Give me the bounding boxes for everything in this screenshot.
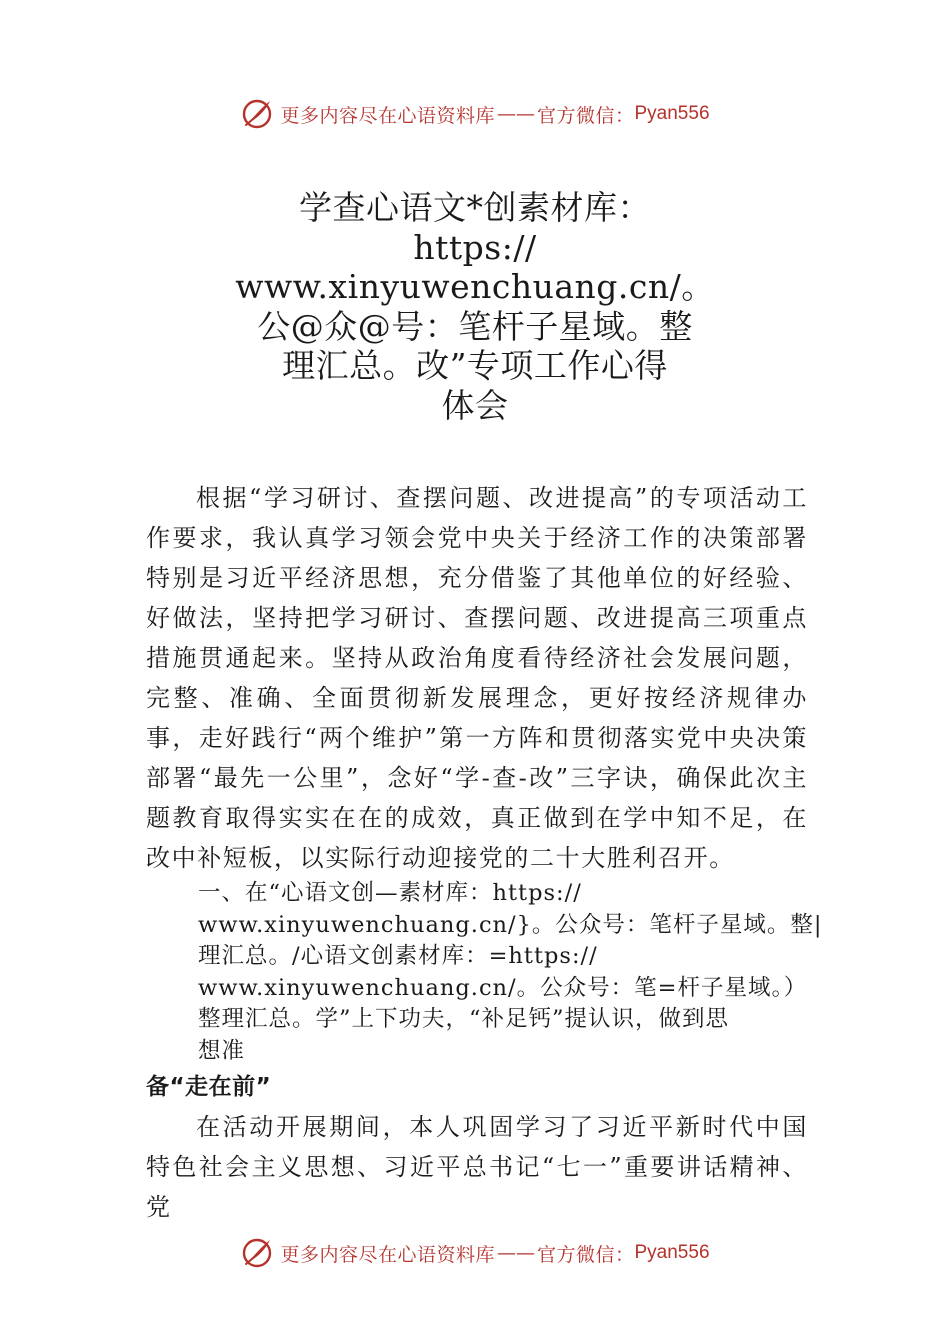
document-body <box>146 478 823 1227</box>
banner-handle: Pyan556 <box>634 1242 710 1263</box>
title-line: 公@众@号：笔杆子星域。整 <box>257 306 693 346</box>
title-line: www.xinyuwenchuang.cn/。 <box>235 267 715 306</box>
banner-label: 官方微信： <box>536 104 635 127</box>
title-line: https:// <box>413 227 537 267</box>
banner-separator: —— <box>496 1242 535 1264</box>
section-1-line: 整理汇总。学”上下功夫，“补足钙”提认识，做到思 <box>198 1006 730 1032</box>
body-paragraph-2: 在活动开展期间，本人巩固学习了习近平新时代中国特色社会主义思想、习近平总书记“七一”重要讲话精神、党 <box>146 1113 808 1221</box>
banner-slogan: 更多内容尽在心语资料库 <box>280 1243 495 1266</box>
title-line: 理汇总。改”专项工作心得 <box>282 346 668 385</box>
banner-label: 官方微信： <box>536 1243 635 1266</box>
document-title <box>150 188 800 425</box>
section-1-heading <box>146 878 823 1067</box>
header-banner <box>0 94 950 134</box>
banner-handle: Pyan556 <box>634 103 710 124</box>
title-line: 学查心语文*创素材库： <box>299 188 651 227</box>
banner-separator: —— <box>496 103 535 125</box>
section-1-line: 一、在“心语文创—素材库：https:// <box>198 880 582 906</box>
quill-logo-icon <box>240 97 274 131</box>
banner-slogan: 更多内容尽在心语资料库 <box>280 104 495 127</box>
intro-paragraph: 根据“学习研讨、查摆问题、改进提高”的专项活动工作要求，我认真学习领会党中央关于经济工作的决策部署特别是习近平经济思想，充分借鉴了其他单位的好经验、好做法，坚持把学习研讨、查摆问题、改进提高三项重点措施贯通起来。坚持从政治角度看待经济社会发展问题，完整、准确、全面贯彻新发展理念，更好按经济规律办事，走好践行“两个维护”第一方阵和贯彻落实党中央决策部署“最先一公里”，念好“学-查-改”三字诀，确保此次主题教育取得实实在在的成效，真正做到在学中知不足，在改中补短板，以实际行动迎接党的二十大胜利召开。 <box>146 484 808 872</box>
quill-logo-icon <box>240 1236 274 1270</box>
footer-banner <box>0 1233 950 1273</box>
subheading: 备“走在前” <box>146 1074 272 1100</box>
section-1-line: www.xinyuwenchuang.cn/}。公众号：笔杆子星域。整| <box>198 911 823 938</box>
section-1-line: 理汇总。/心语文创素材库：=https:// <box>198 943 598 969</box>
section-1-line: 想准 <box>198 1037 246 1064</box>
title-line: 体会 <box>441 385 509 425</box>
section-1-line: www.xinyuwenchuang.cn/。公众号：笔=杆子星域。） <box>198 974 808 1001</box>
